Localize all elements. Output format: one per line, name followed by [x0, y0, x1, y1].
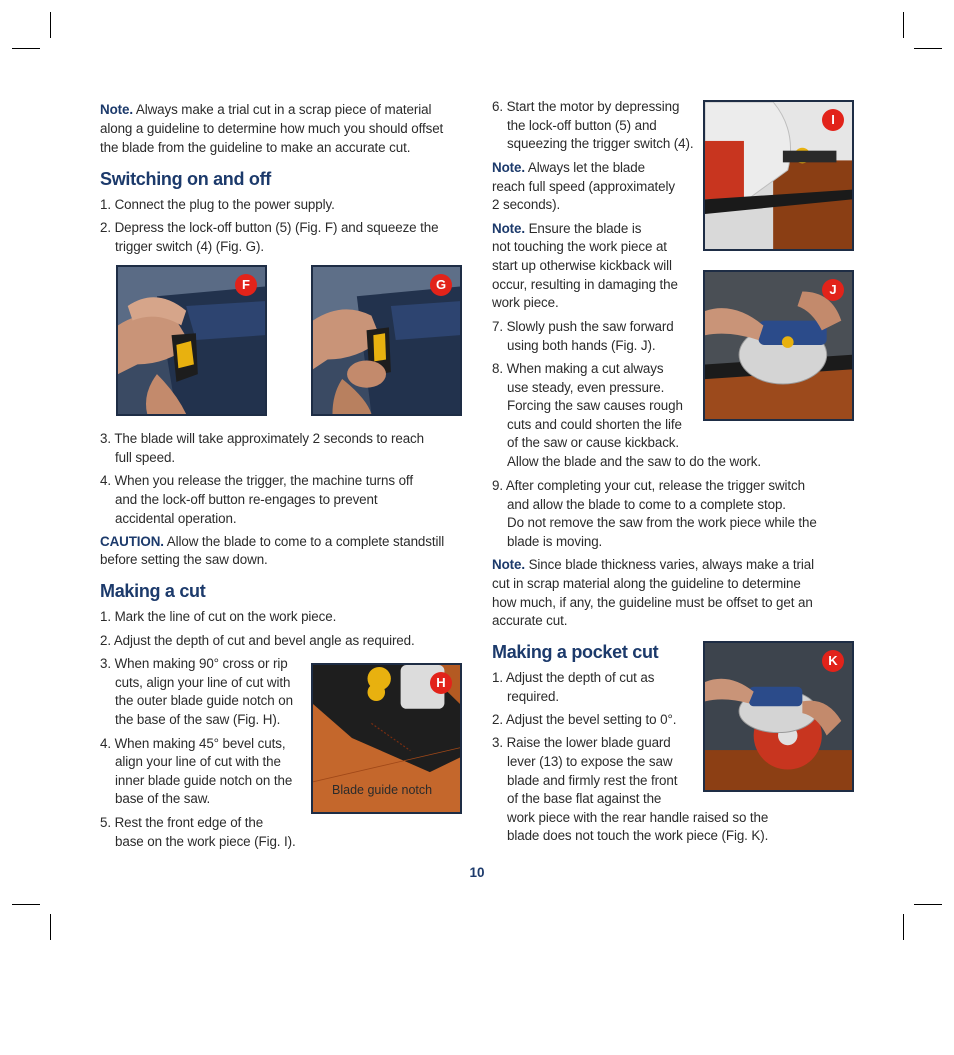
step-2: 2. Adjust the bevel setting to 0°. — [492, 712, 677, 727]
text-line: Forcing the saw causes rough — [507, 398, 683, 413]
figure-g-photo — [311, 265, 462, 416]
figure-i-photo — [703, 100, 854, 251]
text-line: and the lock-off button re-engages to prevent — [115, 492, 378, 507]
note-trial-cut: Note. Always make a trial cut in a scrap piece of material — [100, 102, 432, 117]
note-full-speed: Note. Always let the blade — [492, 160, 645, 175]
step-4: 4. When you release the trigger, the machine turns off — [100, 473, 413, 488]
text-line: not touching the work piece at — [492, 239, 667, 254]
figure-label: K — [822, 650, 844, 672]
page-number: 10 — [469, 865, 485, 880]
note-blade-thickness: Note. Since blade thickness varies, always make a trial — [492, 557, 814, 572]
figure-label: G — [430, 274, 452, 296]
text-line: using both hands (Fig. J). — [507, 338, 656, 353]
text-line: squeezing the trigger switch (4). — [507, 136, 694, 151]
crop-mark — [903, 914, 904, 940]
step-2: 2. Adjust the depth of cut and bevel angle as required. — [100, 633, 415, 648]
text-line: align your line of cut with the — [115, 754, 281, 769]
figure-label: F — [235, 274, 257, 296]
note-label: Note. — [492, 221, 525, 236]
text-line: full speed. — [115, 450, 175, 465]
step-8: 8. When making a cut always — [492, 361, 664, 376]
text-line: work piece with the rear handle raised so the — [507, 810, 769, 825]
figure-label: I — [822, 109, 844, 131]
text-line: required. — [507, 689, 559, 704]
note-label: Note. — [492, 557, 525, 572]
note-label: Note. — [492, 160, 525, 175]
step-1: 1. Mark the line of cut on the work piece. — [100, 609, 337, 624]
step-2: 2. Depress the lock-off button (5) (Fig. F) and squeeze the — [100, 220, 439, 235]
step-1: 1. Adjust the depth of cut as — [492, 670, 655, 685]
text-line: cut in scrap material along the guideline to determine — [492, 576, 801, 591]
text-line: of the saw or cause kickback. — [507, 435, 680, 450]
text-line: the base of the saw (Fig. H). — [115, 712, 281, 727]
figure-j-photo — [703, 270, 854, 421]
text-line: base on the work piece (Fig. I). — [115, 834, 296, 849]
text-line: blade is moving. — [507, 534, 603, 549]
step-7: 7. Slowly push the saw forward — [492, 319, 674, 334]
text-line: of the base flat against the — [507, 791, 662, 806]
section-heading-switching: Switching on and off — [100, 169, 271, 189]
crop-mark — [12, 904, 40, 905]
step-9: 9. After completing your cut, release the trigger switch — [492, 478, 805, 493]
text-line: reach full speed (approximately — [492, 179, 675, 194]
note-label: Note. — [100, 102, 133, 117]
caution-label: CAUTION. — [100, 534, 164, 549]
crop-mark — [903, 12, 904, 38]
text-line: blade and firmly rest the front — [507, 773, 678, 788]
text-line: the outer blade guide notch on — [115, 693, 293, 708]
caution-note: CAUTION. Allow the blade to come to a complete standstill — [100, 534, 445, 549]
step-3: 3. The blade will take approximately 2 seconds to reach — [100, 431, 424, 446]
crop-mark — [50, 12, 51, 38]
crop-mark — [914, 904, 942, 905]
step-3: 3. When making 90° cross or rip — [100, 656, 288, 671]
text-line: how much, if any, the guideline must be offset to get an — [492, 595, 813, 610]
figure-k-photo — [703, 641, 854, 792]
text-line: use steady, even pressure. — [507, 380, 665, 395]
step-6: 6. Start the motor by depressing — [492, 99, 680, 114]
figure-f-photo — [116, 265, 267, 416]
text-line: along a guideline to determine how much you should offset — [100, 121, 444, 136]
text-line: Do not remove the saw from the work piece while the — [507, 515, 817, 530]
figure-label: J — [822, 279, 844, 301]
step-4: 4. When making 45° bevel cuts, — [100, 736, 286, 751]
crop-mark — [50, 914, 51, 940]
step-5: 5. Rest the front edge of the — [100, 815, 264, 830]
text-line: the lock-off button (5) and — [507, 118, 657, 133]
text-line: lever (13) to expose the saw — [507, 754, 673, 769]
text-line: the blade from the guideline to make an accurate cut. — [100, 140, 411, 155]
text-line: and allow the blade to come to a complete stop. — [507, 497, 786, 512]
text-line: start up otherwise kickback will — [492, 258, 672, 273]
text-line: cuts and could shorten the life — [507, 417, 682, 432]
section-heading-pocket-cut: Making a pocket cut — [492, 642, 659, 662]
text-line: Allow the blade and the saw to do the work. — [507, 454, 761, 469]
text-line: blade does not touch the work piece (Fig. K). — [507, 828, 769, 843]
step-3: 3. Raise the lower blade guard — [492, 735, 671, 750]
crop-mark — [914, 48, 942, 49]
text-line: accidental operation. — [115, 511, 237, 526]
crop-mark — [12, 48, 40, 49]
figure-caption: Blade guide notch — [332, 783, 433, 797]
text-line: trigger switch (4) (Fig. G). — [115, 239, 264, 254]
text-line: 2 seconds). — [492, 197, 561, 212]
step-1: 1. Connect the plug to the power supply. — [100, 197, 335, 212]
text-line: occur, resulting in damaging the — [492, 277, 678, 292]
figure-label: H — [430, 672, 452, 694]
text-line: before setting the saw down. — [100, 552, 268, 567]
figure-h-photo — [311, 663, 462, 814]
text-line: accurate cut. — [492, 613, 568, 628]
section-heading-making-cut: Making a cut — [100, 581, 206, 601]
note-blade-not-touching: Note. Ensure the blade is — [492, 221, 642, 236]
text-line: cuts, align your line of cut with — [115, 675, 291, 690]
text-line: work piece. — [492, 295, 559, 310]
text-line: base of the saw. — [115, 791, 211, 806]
text-line: inner blade guide notch on the — [115, 773, 293, 788]
